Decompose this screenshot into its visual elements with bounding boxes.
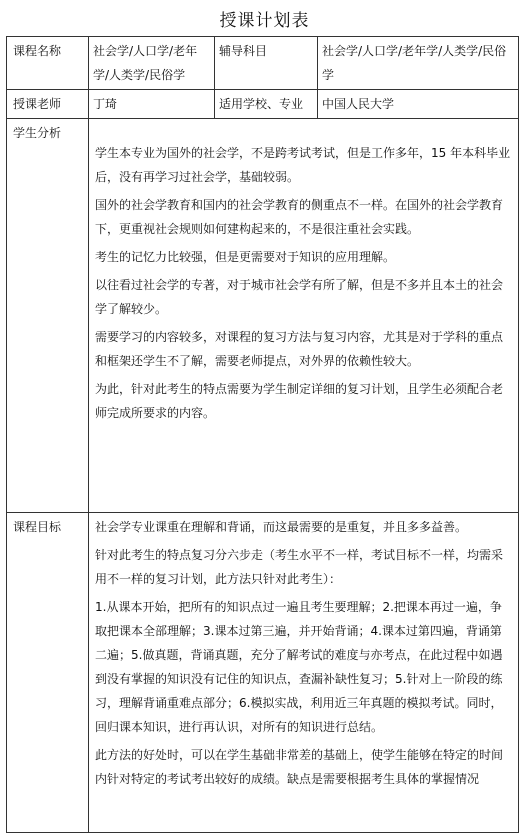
course-name-label: 课程名称 bbox=[7, 37, 89, 90]
goals-label: 课程目标 bbox=[7, 513, 89, 833]
analysis-label: 学生分析 bbox=[7, 119, 89, 513]
teacher-value: 丁琦 bbox=[89, 90, 215, 119]
goals-content bbox=[89, 513, 519, 833]
analysis-row bbox=[7, 119, 519, 513]
course-name-value: 社会学/人口学/老年学/人类学/民俗学 bbox=[89, 37, 215, 90]
course-row bbox=[7, 37, 519, 90]
analysis-paragraph: 国外的社会学教育和国内的社会学教育的侧重点不一样。在国外的社会学教育下，更重视社会规则如何建构起来的，不是很注重社会实践。 bbox=[95, 198, 504, 236]
school-value: 中国人民大学 bbox=[318, 90, 519, 119]
subject-label: 辅导科目 bbox=[215, 37, 318, 90]
analysis-paragraph: 需要学习的内容较多，对课程的复习方法与复习内容，尤其是对于学科的重点和框架还学生不了解，需要老师提点，对外界的依赖性较大。 bbox=[95, 330, 504, 368]
analysis-paragraph: 学生本专业为国外的社会学，不是跨考试考试，但是工作多年，15 年本科毕业后，没有再学习过社会学，基础较弱。 bbox=[95, 146, 511, 184]
teacher-label: 授课老师 bbox=[7, 90, 89, 119]
school-label: 适用学校、专业 bbox=[215, 90, 318, 119]
course-plan-table bbox=[6, 36, 519, 833]
goals-paragraph: 此方法的好处时，可以在学生基础非常差的基础上，使学生能够在特定的时间内针对特定的考试考出较好的成绩。缺点是需要根据考生具体的掌握情况 bbox=[95, 748, 504, 786]
subject-value: 社会学/人口学/老年学/人类学/民俗学 bbox=[318, 37, 519, 90]
analysis-paragraph: 为此，针对此考生的特点需要为学生制定详细的复习计划，且学生必须配合老师完成所要求的内容。 bbox=[95, 382, 504, 420]
analysis-paragraph: 考生的记忆力比较强，但是更需要对于知识的应用理解。 bbox=[95, 250, 396, 264]
goals-paragraph: 针对此考生的特点复习分六步走（考生水平不一样，考试目标不一样，均需采用不一样的复习计划，此方法只针对此考生）： bbox=[95, 548, 504, 586]
goals-paragraph: 社会学专业课重在理解和背诵，而这最需要的是重复，并且多多益善。 bbox=[95, 520, 468, 534]
analysis-content bbox=[89, 119, 519, 513]
goals-paragraph: 1.从课本开始，把所有的知识点过一遍且考生要理解；2.把课本再过一遍，争取把课本全部理解；3.课本过第三遍，并开始背诵；4.课本过第四遍，背诵第二遍；5.做真题，背诵真题，充分了解考试的难度与亦考点，在此过程中如遇到没有掌握的知识没有记住的知识点，查漏补缺性复习；5.针对上一阶段的练习，理解背诵重难点部分；6.模拟实战，利用近三年真题的模拟考试。同时，回归课本知识，进行再认识，对所有的知识进行总结。 bbox=[95, 600, 503, 734]
page-title: 授课计划表 bbox=[219, 11, 310, 31]
teacher-row bbox=[7, 90, 519, 119]
analysis-paragraph: 以往看过社会学的专著，对于城市社会学有所了解，但是不多并且本土的社会学了解较少。 bbox=[95, 278, 504, 316]
goals-row bbox=[7, 513, 519, 833]
